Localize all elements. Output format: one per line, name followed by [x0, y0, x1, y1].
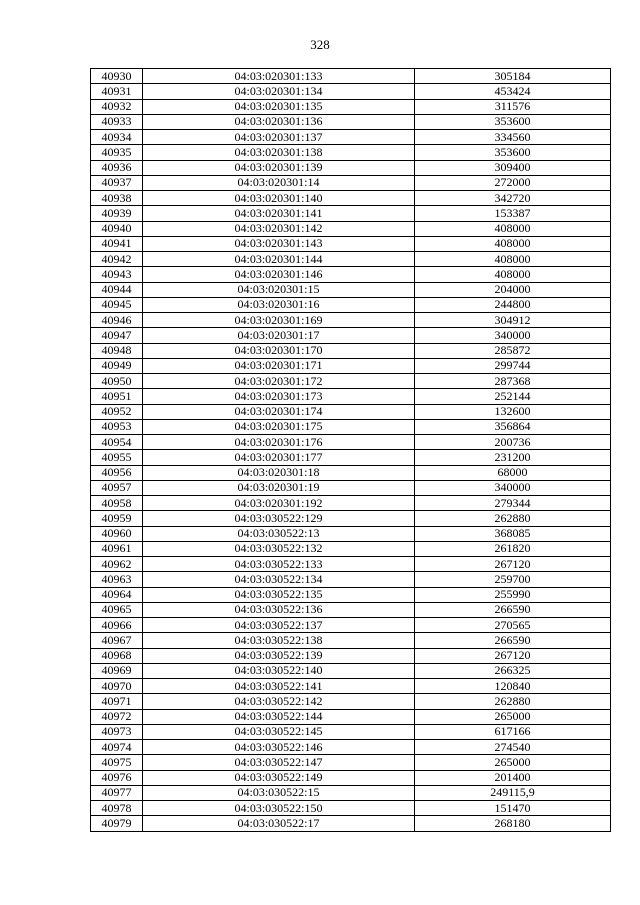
- cadastral-number-cell: 04:03:020301:176: [143, 435, 415, 450]
- row-number-cell: 40957: [91, 480, 143, 495]
- cadastral-number-cell: 04:03:020301:134: [143, 84, 415, 99]
- row-number-cell: 40947: [91, 328, 143, 343]
- value-cell: 279344: [415, 496, 611, 511]
- value-cell: 340000: [415, 328, 611, 343]
- table-row: [91, 374, 611, 389]
- cadastral-number-cell: 04:03:020301:141: [143, 206, 415, 221]
- table-row: [91, 175, 611, 190]
- value-cell: 267120: [415, 557, 611, 572]
- table-row: [91, 648, 611, 663]
- cadastral-number-cell: 04:03:020301:19: [143, 480, 415, 495]
- cadastral-number-cell: 04:03:030522:149: [143, 770, 415, 785]
- row-number-cell: 40956: [91, 465, 143, 480]
- cadastral-number-cell: 04:03:020301:172: [143, 374, 415, 389]
- value-cell: 261820: [415, 541, 611, 556]
- cadastral-number-cell: 04:03:020301:139: [143, 160, 415, 175]
- cadastral-number-cell: 04:03:030522:133: [143, 557, 415, 572]
- value-cell: 287368: [415, 374, 611, 389]
- table-row: [91, 496, 611, 511]
- row-number-cell: 40942: [91, 252, 143, 267]
- row-number-cell: 40936: [91, 160, 143, 175]
- cadastral-number-cell: 04:03:020301:135: [143, 99, 415, 114]
- table-row: [91, 145, 611, 160]
- cadastral-number-cell: 04:03:030522:134: [143, 572, 415, 587]
- cadastral-number-cell: 04:03:030522:129: [143, 511, 415, 526]
- cadastral-number-cell: 04:03:030522:139: [143, 648, 415, 663]
- table-row: [91, 465, 611, 480]
- value-cell: 272000: [415, 175, 611, 190]
- cadastral-number-cell: 04:03:020301:173: [143, 389, 415, 404]
- row-number-cell: 40941: [91, 236, 143, 251]
- value-cell: 252144: [415, 389, 611, 404]
- value-cell: 151470: [415, 801, 611, 816]
- value-cell: 249115,9: [415, 785, 611, 800]
- row-number-cell: 40946: [91, 313, 143, 328]
- table-row: [91, 816, 611, 831]
- row-number-cell: 40964: [91, 587, 143, 602]
- value-cell: 265000: [415, 709, 611, 724]
- value-cell: 153387: [415, 206, 611, 221]
- value-cell: 262880: [415, 694, 611, 709]
- value-cell: 285872: [415, 343, 611, 358]
- row-number-cell: 40940: [91, 221, 143, 236]
- table-row: [91, 389, 611, 404]
- cadastral-number-cell: 04:03:030522:141: [143, 679, 415, 694]
- row-number-cell: 40953: [91, 419, 143, 434]
- row-number-cell: 40977: [91, 785, 143, 800]
- row-number-cell: 40938: [91, 191, 143, 206]
- table-row: [91, 435, 611, 450]
- table-row: [91, 770, 611, 785]
- table-row: [91, 267, 611, 282]
- table-row: [91, 130, 611, 145]
- row-number-cell: 40966: [91, 618, 143, 633]
- row-number-cell: 40935: [91, 145, 143, 160]
- cadastral-number-cell: 04:03:030522:146: [143, 740, 415, 755]
- row-number-cell: 40944: [91, 282, 143, 297]
- row-number-cell: 40969: [91, 663, 143, 678]
- value-cell: 368085: [415, 526, 611, 541]
- row-number-cell: 40962: [91, 557, 143, 572]
- row-number-cell: 40948: [91, 343, 143, 358]
- value-cell: 231200: [415, 450, 611, 465]
- cadastral-number-cell: 04:03:020301:171: [143, 358, 415, 373]
- table-row: [91, 328, 611, 343]
- table-row: [91, 236, 611, 251]
- data-table: [90, 68, 611, 832]
- table-row: [91, 679, 611, 694]
- table-row: [91, 114, 611, 129]
- table-row: [91, 694, 611, 709]
- table-row: [91, 206, 611, 221]
- cadastral-number-cell: 04:03:020301:133: [143, 69, 415, 84]
- cadastral-number-cell: 04:03:020301:174: [143, 404, 415, 419]
- cadastral-number-cell: 04:03:020301:136: [143, 114, 415, 129]
- table-row: [91, 709, 611, 724]
- cadastral-number-cell: 04:03:030522:136: [143, 602, 415, 617]
- row-number-cell: 40976: [91, 770, 143, 785]
- row-number-cell: 40945: [91, 297, 143, 312]
- table-row: [91, 84, 611, 99]
- cadastral-number-cell: 04:03:020301:142: [143, 221, 415, 236]
- row-number-cell: 40960: [91, 526, 143, 541]
- cadastral-number-cell: 04:03:030522:137: [143, 618, 415, 633]
- row-number-cell: 40970: [91, 679, 143, 694]
- table-row: [91, 69, 611, 84]
- table-row: [91, 587, 611, 602]
- row-number-cell: 40943: [91, 267, 143, 282]
- cadastral-number-cell: 04:03:030522:145: [143, 724, 415, 739]
- value-cell: 120840: [415, 679, 611, 694]
- value-cell: 408000: [415, 221, 611, 236]
- table-row: [91, 343, 611, 358]
- cadastral-number-cell: 04:03:020301:170: [143, 343, 415, 358]
- table-row: [91, 663, 611, 678]
- value-cell: 408000: [415, 252, 611, 267]
- value-cell: 201400: [415, 770, 611, 785]
- cadastral-number-cell: 04:03:030522:13: [143, 526, 415, 541]
- table-row: [91, 801, 611, 816]
- cadastral-number-cell: 04:03:020301:14: [143, 175, 415, 190]
- table-row: [91, 602, 611, 617]
- table-row: [91, 785, 611, 800]
- value-cell: 356864: [415, 419, 611, 434]
- cadastral-number-cell: 04:03:020301:17: [143, 328, 415, 343]
- row-number-cell: 40951: [91, 389, 143, 404]
- value-cell: 453424: [415, 84, 611, 99]
- row-number-cell: 40950: [91, 374, 143, 389]
- cadastral-number-cell: 04:03:020301:138: [143, 145, 415, 160]
- row-number-cell: 40931: [91, 84, 143, 99]
- table-row: [91, 480, 611, 495]
- table-row: [91, 541, 611, 556]
- value-cell: 299744: [415, 358, 611, 373]
- cadastral-number-cell: 04:03:020301:137: [143, 130, 415, 145]
- row-number-cell: 40939: [91, 206, 143, 221]
- value-cell: 309400: [415, 160, 611, 175]
- cadastral-number-cell: 04:03:020301:15: [143, 282, 415, 297]
- cadastral-number-cell: 04:03:020301:18: [143, 465, 415, 480]
- row-number-cell: 40975: [91, 755, 143, 770]
- row-number-cell: 40963: [91, 572, 143, 587]
- table-body: [91, 69, 611, 832]
- cadastral-number-cell: 04:03:030522:147: [143, 755, 415, 770]
- value-cell: 408000: [415, 267, 611, 282]
- value-cell: 267120: [415, 648, 611, 663]
- table-row: [91, 252, 611, 267]
- row-number-cell: 40930: [91, 69, 143, 84]
- table-row: [91, 526, 611, 541]
- value-cell: 68000: [415, 465, 611, 480]
- value-cell: 304912: [415, 313, 611, 328]
- table-row: [91, 282, 611, 297]
- row-number-cell: 40974: [91, 740, 143, 755]
- row-number-cell: 40978: [91, 801, 143, 816]
- cadastral-number-cell: 04:03:030522:132: [143, 541, 415, 556]
- value-cell: 255990: [415, 587, 611, 602]
- value-cell: 204000: [415, 282, 611, 297]
- table-row: [91, 755, 611, 770]
- value-cell: 200736: [415, 435, 611, 450]
- row-number-cell: 40937: [91, 175, 143, 190]
- value-cell: 311576: [415, 99, 611, 114]
- value-cell: 265000: [415, 755, 611, 770]
- value-cell: 132600: [415, 404, 611, 419]
- cadastral-number-cell: 04:03:020301:140: [143, 191, 415, 206]
- value-cell: 266590: [415, 633, 611, 648]
- cadastral-number-cell: 04:03:030522:138: [143, 633, 415, 648]
- row-number-cell: 40949: [91, 358, 143, 373]
- cadastral-number-cell: 04:03:030522:15: [143, 785, 415, 800]
- table-row: [91, 191, 611, 206]
- value-cell: 305184: [415, 69, 611, 84]
- table-row: [91, 740, 611, 755]
- table-row: [91, 419, 611, 434]
- table-row: [91, 572, 611, 587]
- value-cell: 353600: [415, 114, 611, 129]
- table-row: [91, 358, 611, 373]
- cadastral-number-cell: 04:03:030522:17: [143, 816, 415, 831]
- row-number-cell: 40958: [91, 496, 143, 511]
- row-number-cell: 40961: [91, 541, 143, 556]
- row-number-cell: 40932: [91, 99, 143, 114]
- table-row: [91, 160, 611, 175]
- table-row: [91, 450, 611, 465]
- value-cell: 334560: [415, 130, 611, 145]
- row-number-cell: 40968: [91, 648, 143, 663]
- table-row: [91, 313, 611, 328]
- cadastral-number-cell: 04:03:030522:150: [143, 801, 415, 816]
- row-number-cell: 40965: [91, 602, 143, 617]
- table-row: [91, 221, 611, 236]
- value-cell: 266590: [415, 602, 611, 617]
- row-number-cell: 40952: [91, 404, 143, 419]
- row-number-cell: 40933: [91, 114, 143, 129]
- value-cell: 274540: [415, 740, 611, 755]
- row-number-cell: 40972: [91, 709, 143, 724]
- cadastral-number-cell: 04:03:030522:135: [143, 587, 415, 602]
- cadastral-number-cell: 04:03:030522:140: [143, 663, 415, 678]
- row-number-cell: 40973: [91, 724, 143, 739]
- value-cell: 340000: [415, 480, 611, 495]
- table-row: [91, 633, 611, 648]
- table-row: [91, 297, 611, 312]
- value-cell: 268180: [415, 816, 611, 831]
- value-cell: 617166: [415, 724, 611, 739]
- value-cell: 408000: [415, 236, 611, 251]
- cadastral-number-cell: 04:03:030522:144: [143, 709, 415, 724]
- table-row: [91, 99, 611, 114]
- value-cell: 259700: [415, 572, 611, 587]
- cadastral-number-cell: 04:03:020301:144: [143, 252, 415, 267]
- table-row: [91, 724, 611, 739]
- row-number-cell: 40979: [91, 816, 143, 831]
- cadastral-number-cell: 04:03:020301:192: [143, 496, 415, 511]
- value-cell: 342720: [415, 191, 611, 206]
- table-row: [91, 511, 611, 526]
- cadastral-number-cell: 04:03:020301:175: [143, 419, 415, 434]
- row-number-cell: 40967: [91, 633, 143, 648]
- row-number-cell: 40971: [91, 694, 143, 709]
- value-cell: 266325: [415, 663, 611, 678]
- cadastral-number-cell: 04:03:020301:146: [143, 267, 415, 282]
- cadastral-number-cell: 04:03:020301:169: [143, 313, 415, 328]
- row-number-cell: 40954: [91, 435, 143, 450]
- table-row: [91, 557, 611, 572]
- row-number-cell: 40959: [91, 511, 143, 526]
- cadastral-number-cell: 04:03:020301:177: [143, 450, 415, 465]
- row-number-cell: 40955: [91, 450, 143, 465]
- cadastral-number-cell: 04:03:020301:143: [143, 236, 415, 251]
- table-row: [91, 404, 611, 419]
- table-row: [91, 618, 611, 633]
- cadastral-number-cell: 04:03:030522:142: [143, 694, 415, 709]
- page-number: 328: [310, 37, 330, 52]
- cadastral-number-cell: 04:03:020301:16: [143, 297, 415, 312]
- value-cell: 244800: [415, 297, 611, 312]
- value-cell: 262880: [415, 511, 611, 526]
- value-cell: 353600: [415, 145, 611, 160]
- row-number-cell: 40934: [91, 130, 143, 145]
- value-cell: 270565: [415, 618, 611, 633]
